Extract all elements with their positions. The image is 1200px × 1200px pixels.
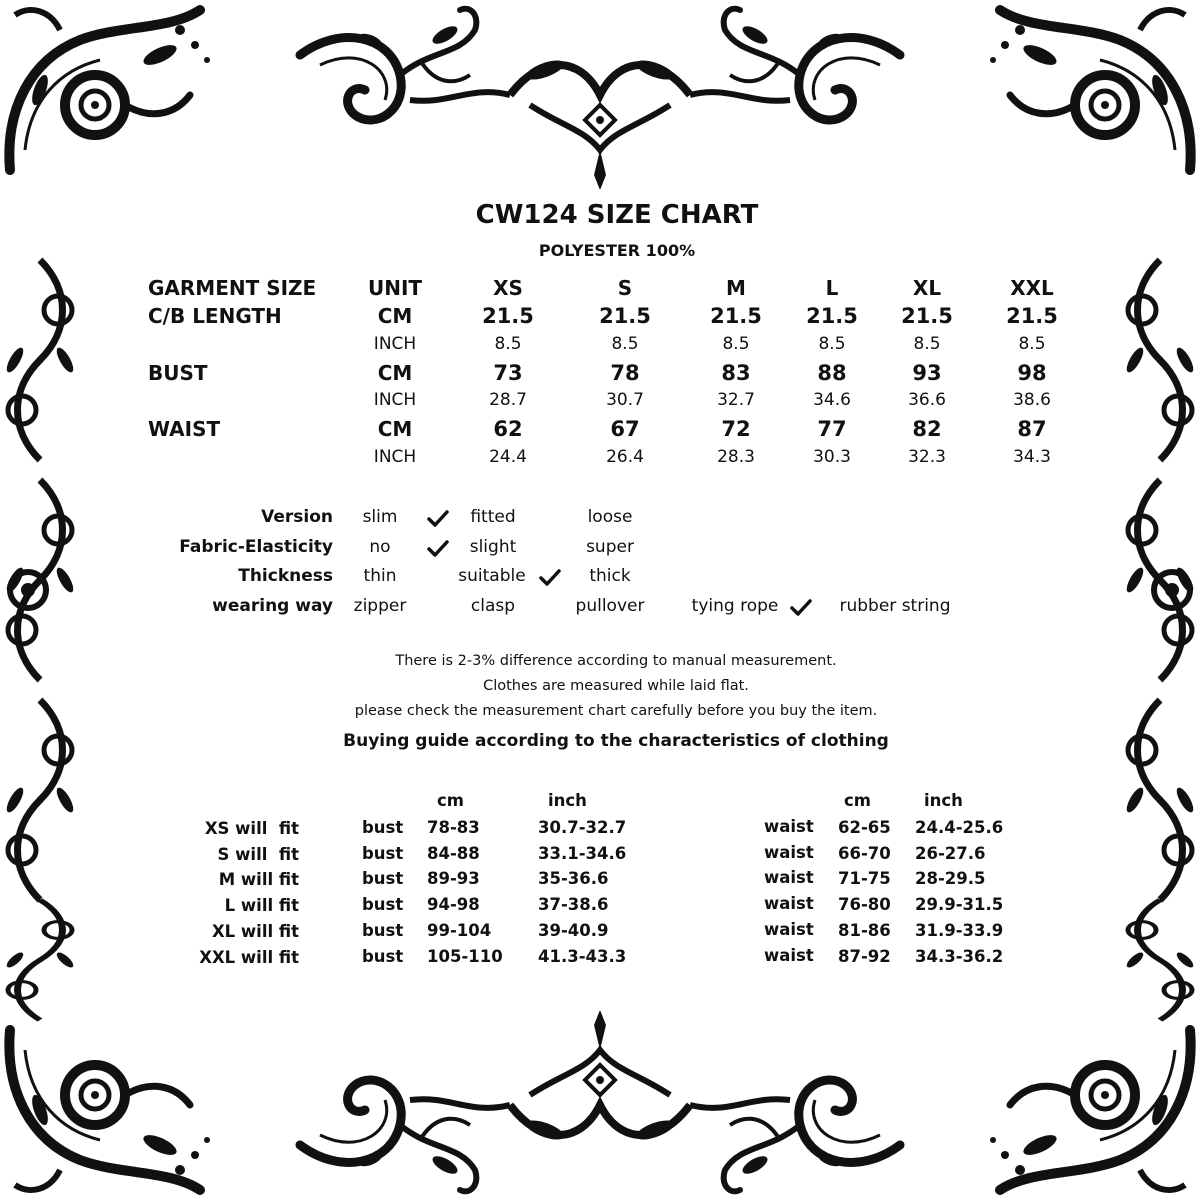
guide-bust-label: bust [362,947,404,966]
table-cell: 93 [912,361,942,385]
feature-option: slight [469,537,517,557]
unit-cm: CM [377,361,413,385]
row-label-cb-length: C/B LENGTH [148,304,282,328]
guide-bust-label: bust [362,895,404,914]
guide-waist-inch: 24.4-25.6 [915,818,1004,837]
guide-waist-inch: 29.9-31.5 [915,895,1004,914]
feature-option: loose [587,507,633,527]
guide-header-waist-inch: inch [924,791,963,810]
feature-option: thin [363,566,397,586]
check-icon [427,540,449,558]
guide-waist-label: waist [764,946,814,965]
guide-waist-inch: 28-29.5 [915,869,986,888]
table-cell: 32.7 [717,390,755,410]
table-cell: 62 [493,417,523,441]
guide-waist-cm: 66-70 [838,844,891,863]
table-cell: 67 [610,417,640,441]
guide-bust-cm: 99-104 [427,921,492,940]
feature-option: slim [362,507,398,527]
guide-size: XL will fit [211,922,299,941]
guide-waist-label: waist [764,843,814,862]
guide-bust-inch: 37-38.6 [538,895,609,914]
table-cell: 82 [912,417,942,441]
table-cell: 77 [817,417,847,441]
header-garment-size: GARMENT SIZE [148,276,317,300]
guide-waist-label: waist [764,920,814,939]
table-cell: 87 [1017,417,1047,441]
guide-waist-cm: 81-86 [838,921,891,940]
table-cell: 21.5 [1006,304,1058,328]
table-cell: 8.5 [722,334,750,354]
guide-bust-label: bust [362,818,404,837]
header-size-l: L [825,276,839,300]
note-laid-flat: Clothes are measured while laid flat. [483,678,749,694]
table-cell: 32.3 [908,447,946,467]
guide-bust-cm: 105-110 [427,947,503,966]
guide-bust-cm: 84-88 [427,844,480,863]
guide-bust-inch: 39-40.9 [538,921,609,940]
table-cell: 24.4 [489,447,527,467]
table-cell: 30.3 [813,447,851,467]
table-cell: 8.5 [913,334,941,354]
table-cell: 8.5 [818,334,846,354]
table-cell: 73 [493,361,523,385]
note-check-chart: please check the measurement chart carefully before you buy the item. [354,703,878,719]
note-measurement-difference: There is 2-3% difference according to manual measurement. [395,653,837,669]
guide-waist-inch: 26-27.6 [915,844,986,863]
table-cell: 21.5 [806,304,858,328]
buying-guide-heading: Buying guide according to the characteristics of clothing [343,731,889,751]
table-cell: 38.6 [1013,390,1051,410]
table-cell: 88 [817,361,847,385]
feature-option: super [586,537,634,557]
table-cell: 83 [721,361,751,385]
guide-waist-label: waist [764,868,814,887]
guide-bust-inch: 30.7-32.7 [538,818,627,837]
feature-option: suitable [458,566,526,586]
table-cell: 34.6 [813,390,851,410]
unit-inch: INCH [373,390,417,410]
guide-size: S will fit [217,845,299,864]
row-label-waist: WAIST [148,417,221,441]
material-subtitle: POLYESTER 100% [538,241,696,260]
table-cell: 8.5 [1018,334,1046,354]
table-cell: 26.4 [606,447,644,467]
table-cell: 72 [721,417,751,441]
check-icon [427,510,449,528]
table-cell: 21.5 [482,304,534,328]
feature-option: tying rope [691,596,779,616]
table-cell: 21.5 [599,304,651,328]
table-cell: 34.3 [1013,447,1051,467]
guide-header-bust-cm: cm [437,791,464,810]
guide-bust-inch: 33.1-34.6 [538,844,627,863]
table-cell: 8.5 [611,334,639,354]
header-size-xxl: XXL [1010,276,1054,300]
guide-bust-cm: 89-93 [427,869,480,888]
guide-bust-cm: 94-98 [427,895,480,914]
guide-size: M will fit [218,870,299,889]
table-cell: 21.5 [710,304,762,328]
feature-option: zipper [353,596,407,616]
feature-label-version: Version [261,507,333,527]
unit-cm: CM [377,304,413,328]
guide-waist-label: waist [764,894,814,913]
table-cell: 28.7 [489,390,527,410]
guide-size: XXL will fit [199,948,299,967]
check-icon [790,599,812,617]
guide-waist-inch: 31.9-33.9 [915,921,1004,940]
header-unit: UNIT [367,276,423,300]
feature-label-thickness: Thickness [238,566,333,586]
guide-bust-label: bust [362,844,404,863]
guide-waist-cm: 76-80 [838,895,891,914]
feature-option: thick [589,566,631,586]
header-size-m: M [726,276,746,300]
header-size-xl: XL [912,276,942,300]
guide-waist-cm: 87-92 [838,947,891,966]
feature-label-wearing-way: wearing way [212,596,333,616]
unit-cm: CM [377,417,413,441]
feature-option: clasp [470,596,516,616]
guide-bust-inch: 41.3-43.3 [538,947,627,966]
table-cell: 28.3 [717,447,755,467]
guide-header-waist-cm: cm [844,791,871,810]
row-label-bust: BUST [148,361,208,385]
guide-header-bust-inch: inch [548,791,587,810]
table-cell: 30.7 [606,390,644,410]
table-cell: 78 [610,361,640,385]
unit-inch: INCH [373,447,417,467]
guide-size: L will fit [224,896,299,915]
check-icon [539,569,561,587]
unit-inch: INCH [373,334,417,354]
table-cell: 36.6 [908,390,946,410]
guide-waist-cm: 71-75 [838,869,891,888]
header-size-s: S [617,276,633,300]
header-size-xs: XS [493,276,523,300]
guide-waist-cm: 62-65 [838,818,891,837]
guide-waist-label: waist [764,817,814,836]
guide-bust-inch: 35-36.6 [538,869,609,888]
guide-bust-label: bust [362,921,404,940]
feature-option: no [369,537,391,557]
feature-option: rubber string [839,596,951,616]
table-cell: 98 [1017,361,1047,385]
feature-option: fitted [470,507,516,527]
guide-waist-inch: 34.3-36.2 [915,947,1004,966]
guide-bust-label: bust [362,869,404,888]
guide-bust-cm: 78-83 [427,818,480,837]
guide-size: XS will fit [204,819,299,838]
feature-option: pullover [575,596,645,616]
table-cell: 8.5 [494,334,522,354]
feature-label-fabric-elasticity: Fabric-Elasticity [179,537,333,557]
page-title: CW124 SIZE CHART [475,200,759,230]
table-cell: 21.5 [901,304,953,328]
